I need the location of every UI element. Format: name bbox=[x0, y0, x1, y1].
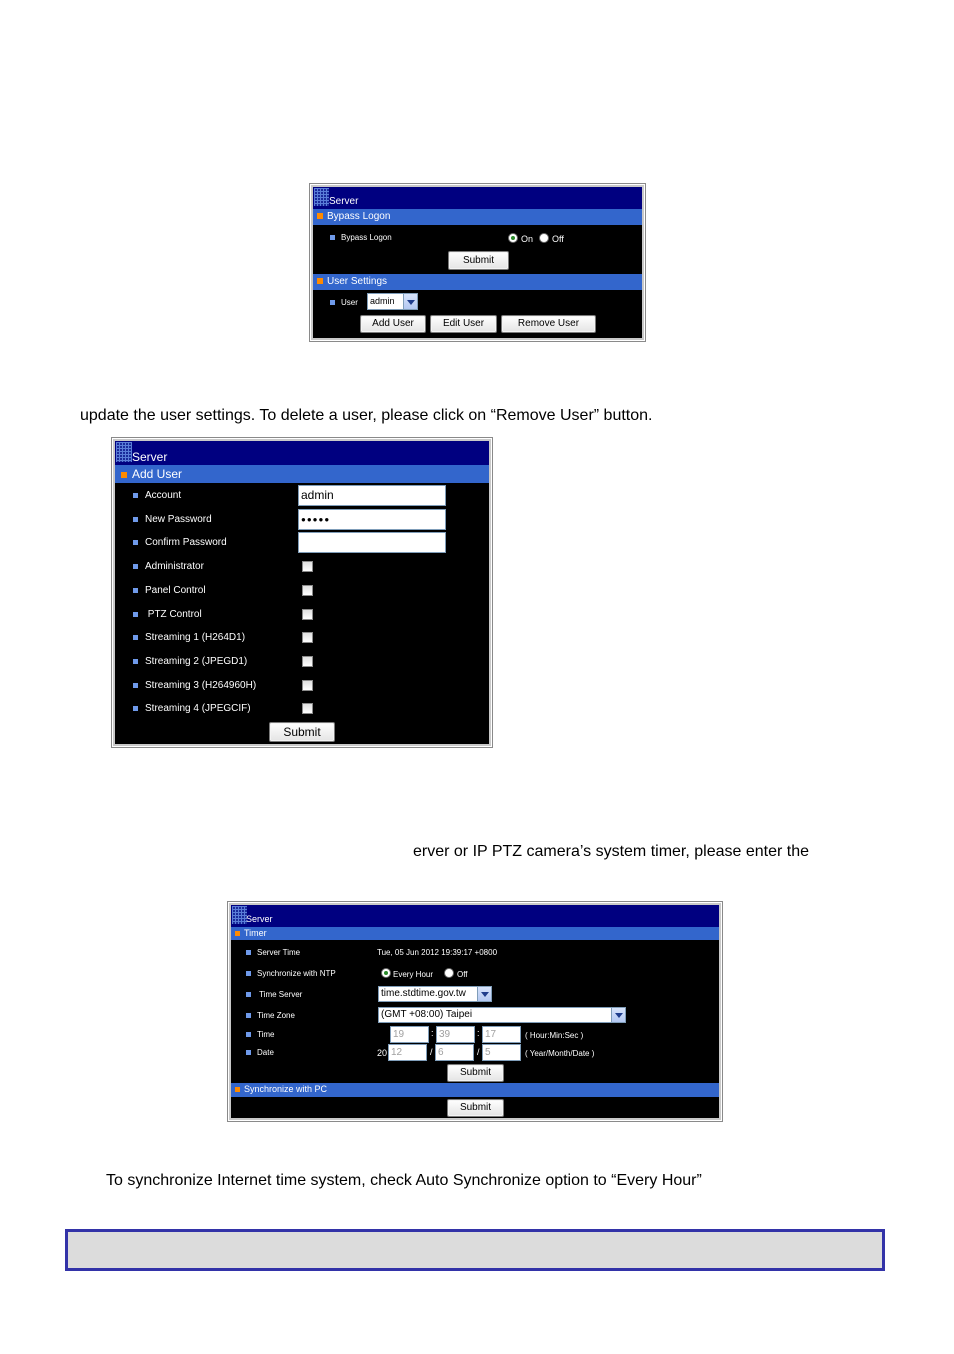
row-marker-icon bbox=[133, 612, 138, 617]
section-marker-icon bbox=[317, 278, 323, 284]
user-label: User bbox=[341, 298, 358, 307]
row-marker-icon bbox=[133, 706, 138, 711]
row-marker-icon bbox=[246, 1013, 251, 1018]
ntp-off-radio[interactable] bbox=[444, 968, 454, 978]
hour-input[interactable]: 19 bbox=[390, 1026, 429, 1043]
remove-user-button[interactable]: Remove User bbox=[501, 315, 596, 333]
ptz-control-checkbox[interactable] bbox=[302, 609, 313, 620]
bypass-off-radio[interactable] bbox=[539, 233, 549, 243]
section-title: User Settings bbox=[327, 276, 388, 287]
date-row bbox=[246, 1048, 274, 1057]
section-title: Synchronize with PC bbox=[244, 1084, 328, 1094]
row-marker-icon bbox=[330, 235, 335, 240]
row-marker-icon bbox=[133, 683, 138, 688]
panel-control-row bbox=[133, 585, 206, 596]
server-settings-panel bbox=[311, 185, 644, 340]
confirm-password-label: Confirm Password bbox=[145, 537, 227, 548]
section-marker-icon bbox=[235, 1087, 240, 1092]
streaming3-checkbox[interactable] bbox=[302, 680, 313, 691]
chevron-down-icon bbox=[611, 1008, 625, 1022]
add-user-button[interactable]: Add User bbox=[360, 315, 426, 333]
row-marker-icon bbox=[133, 540, 138, 545]
row-marker-icon bbox=[133, 635, 138, 640]
new-password-input[interactable]: ●●●●● bbox=[298, 509, 446, 530]
row-marker-icon bbox=[246, 1050, 251, 1055]
instruction-text-sync: To synchronize Internet time system, check Auto Synchronize option to “Every Hour” bbox=[106, 1172, 702, 1189]
time-zone-value: (GMT +08:00) Taipei bbox=[381, 1009, 473, 1020]
section-title: Add User bbox=[132, 467, 183, 481]
row-marker-icon bbox=[330, 300, 335, 305]
panel-header bbox=[115, 441, 489, 465]
row-marker-icon bbox=[246, 992, 251, 997]
account-row bbox=[133, 490, 181, 501]
streaming4-label: Streaming 4 (JPEGCIF) bbox=[145, 703, 251, 714]
time-server-value: time.stdtime.gov.tw bbox=[381, 988, 466, 999]
streaming3-row bbox=[133, 680, 256, 691]
section-add-user bbox=[115, 465, 489, 483]
new-password-row bbox=[133, 514, 212, 525]
every-hour-label: Every Hour bbox=[393, 970, 434, 979]
server-time-value: Tue, 05 Jun 2012 19:39:17 +0800 bbox=[377, 948, 498, 957]
sync-ntp-label: Synchronize with NTP bbox=[257, 969, 336, 978]
account-label: Account bbox=[145, 490, 182, 501]
panel-header-title: Server bbox=[132, 450, 168, 464]
grid-logo-icon bbox=[232, 906, 247, 924]
user-select[interactable] bbox=[367, 293, 418, 310]
date-separator: / bbox=[430, 1047, 433, 1057]
time-zone-row bbox=[246, 1011, 295, 1020]
streaming3-label: Streaming 3 (H264960H) bbox=[145, 680, 257, 691]
day-input[interactable]: 5 bbox=[482, 1044, 521, 1061]
row-marker-icon bbox=[133, 493, 138, 498]
streaming2-label: Streaming 2 (JPEGD1) bbox=[145, 656, 248, 667]
minute-input[interactable]: 39 bbox=[436, 1026, 475, 1043]
sync-ntp-row bbox=[246, 969, 336, 978]
row-marker-icon bbox=[133, 588, 138, 593]
grid-logo-icon bbox=[314, 188, 329, 206]
date-format-hint: ( Year/Month/Date ) bbox=[525, 1049, 595, 1058]
administrator-row bbox=[133, 561, 204, 572]
ptz-control-label: PTZ Control bbox=[145, 609, 202, 620]
time-separator: : bbox=[477, 1028, 480, 1038]
time-server-row bbox=[246, 990, 302, 999]
bypass-off-label: Off bbox=[552, 234, 564, 244]
add-user-panel bbox=[113, 439, 491, 746]
streaming4-row bbox=[133, 703, 251, 714]
time-row bbox=[246, 1030, 274, 1039]
month-input[interactable]: 6 bbox=[435, 1044, 474, 1061]
time-format-hint: ( Hour:Min:Sec ) bbox=[525, 1031, 584, 1040]
chevron-down-icon bbox=[403, 294, 417, 309]
bypass-on-label: On bbox=[521, 234, 534, 244]
every-hour-radio[interactable] bbox=[381, 968, 391, 978]
panel-control-checkbox[interactable] bbox=[302, 585, 313, 596]
streaming2-checkbox[interactable] bbox=[302, 656, 313, 667]
panel-header bbox=[313, 187, 642, 209]
bypass-logon-label: Bypass Logon bbox=[341, 233, 392, 242]
grid-logo-icon bbox=[116, 442, 132, 462]
sync-pc-submit-button[interactable]: Submit bbox=[447, 1099, 504, 1117]
date-separator: / bbox=[477, 1047, 480, 1057]
user-select-value: admin bbox=[370, 296, 395, 306]
section-timer bbox=[231, 927, 719, 940]
server-time-label: Server Time bbox=[257, 948, 301, 957]
section-user-settings bbox=[313, 274, 642, 290]
section-marker-icon bbox=[121, 472, 127, 478]
time-zone-label: Time Zone bbox=[257, 1011, 295, 1020]
year-prefix: 20 bbox=[377, 1048, 388, 1058]
section-bypass-logon bbox=[313, 209, 642, 225]
panel-header bbox=[231, 905, 719, 927]
panel-control-label: Panel Control bbox=[145, 585, 206, 596]
account-input[interactable]: admin bbox=[298, 485, 446, 506]
time-zone-select[interactable] bbox=[378, 1007, 626, 1023]
bypass-submit-button[interactable]: Submit bbox=[448, 251, 509, 270]
add-user-submit-button[interactable]: Submit bbox=[269, 722, 335, 742]
row-marker-icon bbox=[246, 1032, 251, 1037]
server-time-row bbox=[246, 948, 300, 957]
panel-header-title: Server bbox=[329, 196, 359, 207]
administrator-checkbox[interactable] bbox=[302, 561, 313, 572]
streaming4-checkbox[interactable] bbox=[302, 703, 313, 714]
ptz-control-row bbox=[133, 609, 202, 620]
time-separator: : bbox=[431, 1028, 434, 1038]
bypass-logon-row bbox=[330, 233, 392, 242]
row-marker-icon bbox=[133, 517, 138, 522]
section-title: Timer bbox=[244, 928, 267, 938]
streaming2-row bbox=[133, 656, 247, 667]
administrator-label: Administrator bbox=[145, 561, 204, 572]
streaming1-label: Streaming 1 (H264D1) bbox=[145, 632, 246, 643]
instruction-text-system-timer: erver or IP PTZ camera’s system timer, please enter the bbox=[413, 843, 809, 860]
time-server-select[interactable] bbox=[378, 986, 492, 1002]
confirm-password-input[interactable] bbox=[298, 532, 446, 553]
row-marker-icon bbox=[246, 971, 251, 976]
instruction-text-remove-user: update the user settings. To delete a user, please click on “Remove User” button. bbox=[80, 407, 653, 424]
streaming1-row bbox=[133, 632, 245, 643]
confirm-password-row bbox=[133, 537, 227, 548]
timer-panel bbox=[229, 903, 721, 1120]
section-marker-icon bbox=[317, 213, 323, 219]
year-input[interactable]: 12 bbox=[388, 1044, 427, 1061]
edit-user-button[interactable]: Edit User bbox=[430, 315, 497, 333]
second-input[interactable]: 17 bbox=[482, 1026, 521, 1043]
bypass-on-radio[interactable] bbox=[508, 233, 518, 243]
note-box bbox=[65, 1229, 885, 1271]
section-sync-pc bbox=[231, 1083, 719, 1097]
row-marker-icon bbox=[133, 564, 138, 569]
time-label: Time bbox=[257, 1030, 275, 1039]
section-marker-icon bbox=[235, 931, 240, 936]
panel-header-title: Server bbox=[246, 914, 273, 924]
user-row bbox=[330, 298, 358, 307]
chevron-down-icon bbox=[477, 987, 491, 1001]
ntp-off-label: Off bbox=[457, 970, 468, 979]
date-label: Date bbox=[257, 1048, 274, 1057]
streaming1-checkbox[interactable] bbox=[302, 632, 313, 643]
row-marker-icon bbox=[246, 950, 251, 955]
timer-submit-button[interactable]: Submit bbox=[447, 1064, 504, 1082]
new-password-label: New Password bbox=[145, 514, 212, 525]
row-marker-icon bbox=[133, 659, 138, 664]
time-server-label: Time Server bbox=[257, 990, 303, 999]
section-title: Bypass Logon bbox=[327, 211, 391, 222]
